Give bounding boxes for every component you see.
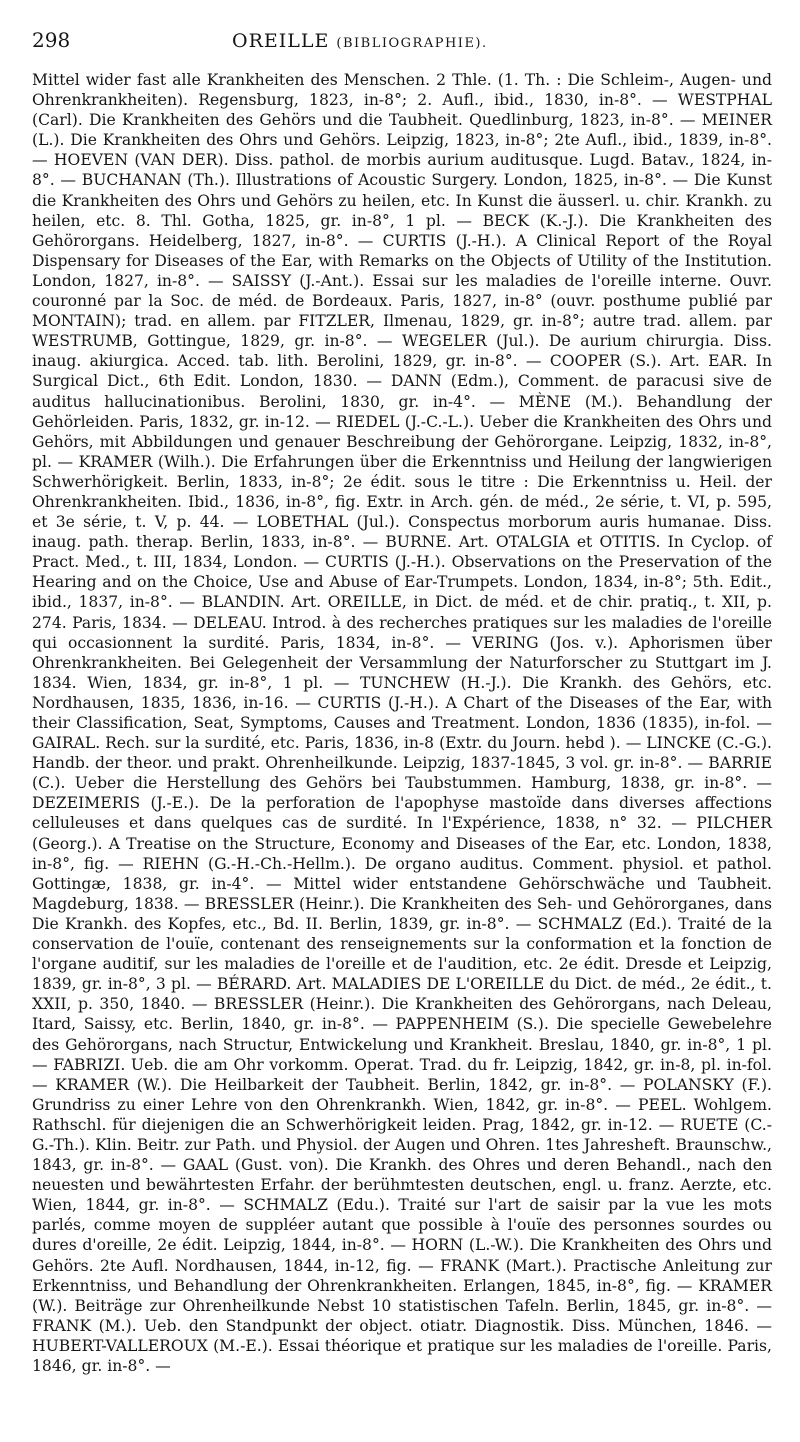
- bibliography-paragraph: Mittel wider fast alle Krankheiten des Menschen. 2 Thle. (1. Th. : Die Schleim-, Augen- und Ohrenkrankheiten). Regensburg, 1823, in-8°; 2. Aufl., ibid., 1830, in-8°. — WESTPHAL (Carl). Die Krankheiten des Gehörs und die Taubheit. Quedlinburg, 1823, in-8°. — MEINER (L.). Die Krankheiten des Ohrs und Gehörs. Leipzig, 1823, in-8°; 2te Aufl., ibid., 1839, in-8°. — HOEVEN (VAN DER). Diss. pathol. de morbis aurium auditusque. Lugd. Batav., 1824, in-8°. — BUCHANAN (Th.). Illustrations of Acoustic Surgery. London, 1825, in-8°. — Die Kunst die Krankheiten des Ohrs und Gehörs zu heilen, etc. In Kunst die äusserl. u. chir. Krankh. zu heilen, etc. 8. Thl. Gotha, 1825, gr. in-8°, 1 pl. — BECK (K.-J.). Die Krankheiten des Gehörorgans. Heidelberg, 1827, in-8°. — CURTIS (J.-H.). A Clinical Report of the Royal Dispensary for Diseases of the Ear, with Remarks on the Objects of Utility of the Institution. London, 1827, in-8°. — SAISSY (J.-Ant.). Essai sur les maladies de l'oreille interne. Ouvr. couronné par la Soc. de méd. de Bordeaux. Paris, 1827, in-8° (ouvr. posthume publié par MONTAIN); trad. en allem. par FITZLER, Ilmenau, 1829, gr. in-8°; autre trad. allem. par WESTRUMB, Gottingue, 1829, gr. in-8°. — WEGELER (Jul.). De aurium chirurgia. Diss. inaug. akiurgica. Acced. tab. lith. Berolini, 1829, gr. in-8°. — COOPER (S.). Art. EAR. In Surgical Dict., 6th Edit. London, 1830. — DANN (Edm.), Comment. de paracusi sive de auditus hallucinationibus. Berolini, 1830, gr. in-4°. — MÈNE (M.). Behandlung der Gehörleiden. Paris, 1832, gr. in-12. — RIEDEL (J.-C.-L.). Ueber die Krankheiten des Ohrs und Gehörs, mit Abbildungen und genauer Beschreibung der Gehörorgane. Leipzig, 1832, in-8°, pl. — KRAMER (Wilh.). Die Erfahrungen über die Erkenntniss und Heilung der langwierigen Schwerhörigkeit. Berlin, 1833, in-8°; 2e édit. sous le titre : Die Erkenntniss u. Heil. der Ohrenkrankheiten. Ibid., 1836, in-8°, fig. Extr. in Arch. gén. de méd., 2e série, t. VI, p. 595, et 3e série, t. V, p. 44. — LOBETHAL (Jul.). Conspectus morborum auris humanae. Diss. inaug. path. therap. Berlin, 1833, in-8°. — BURNE. Art. OTALGIA et OTITIS. In Cyclop. of Pract. Med., t. III, 1834, London. — CURTIS (J.-H.). Observations on the Preservation of the Hearing and on the Choice, Use and Abuse of Ear-Trumpets. London, 1834, in-8°; 5th. Edit., ibid., 1837, in-8°. — BLANDIN. Art. OREILLE, in Dict. de méd. et de chir. pratiq., t. XII, p. 274. Paris, 1834. — DELEAU. Introd. à des recherches pratiques sur les maladies de l'oreille qui occasionnent la surdité. Paris, 1834, in-8°. — VERING (Jos. v.). Aphorismen über Ohrenkrankheiten. Bei Gelegenheit der Versammlung der Naturforscher zu Stuttgart im J. 1834. Wien, 1834, gr. in-8°, 1 pl. — TUNCHEW (H.-J.). Die Krankh. des Gehörs, etc. Nordhausen, 1835, 1836, in-16. — CURTIS (J.-H.). A Chart of the Diseases of the Ear, with their Classification, Seat, Symptoms, Causes and Treatment. London, 1836 (1835), in-fol. — GAIRAL. Rech. sur la surdité, etc. Paris, 1836, in-8 (Extr. du Journ. hebd ). — LINCKE (C.-G.). Handb. der theor. und prakt. Ohrenheilkunde. Leipzig, 1837-1845, 3 vol. gr. in-8°. — BARRIE (C.). Ueber die Herstellung des Gehörs bei Taubstummen. Hamburg, 1838, gr. in-8°. — DEZEIMERIS (J.-E.). De la perforation de l'apophyse mastoïde dans diverses affections celluleuses et dans quelques cas de surdité. In l'Expérience, 1838, n° 32. — PILCHER (Georg.). A Treatise on the Structure, Economy and Diseases of the Ear, etc. London, 1838, in-8°, fig. — RIEHN (G.-H.-Ch.-Hellm.). De organo auditus. Comment. physiol. et pathol. Gottingæ, 1838, gr. in-4°. — Mittel wider entstandene Gehörschwäche und Taubheit. Magdeburg, 1838. — BRESSLER (Heinr.). Die Krankheiten des Seh- und Gehörorganes, dans Die Krankh. des Kopfes, etc., Bd. II. Berlin, 1839, gr. in-8°. — SCHMALZ (Ed.). Traité de la conservation de l'ouïe, contenant des renseignements sur la conformation et la fonction de l'organe auditif, sur les maladies de l'oreille et de l'audition, etc. 2e édit. Dresde et Leipzig, 1839, gr. in-8°, 3 pl. — BÉRARD. Art. MALADIES DE L'OREILLE du Dict. de méd., 2e édit., t. XXII, p. 350, 1840. — BRESSLER (Heinr.). Die Krankheiten des Gehörorgans, nach Deleau, Itard, Saissy, etc. Berlin, 1840, gr. in-8°. — PAPPENHEIM (S.). Die specielle Gewebelehre des Gehörorgans, nach Structur, Entwickelung und Krankheit. Breslau, 1840, gr. in-8°, 1 pl. — FABRIZI. Ueb. die am Ohr vorkomm. Operat. Trad. du fr. Leipzig, 1842, gr. in-8, pl. in-fol. — KRAMER (W.). Die Heilbarkeit der Taubheit. Berlin, 1842, gr. in-8°. — POLANSKY (F.). Grundriss zu einer Lehre von den Ohrenkrankh. Wien, 1842, gr. in-8°. — PEEL. Wohlgem. Rathschl. für diejenigen die an Schwerhörigkeit leiden. Prag, 1842, gr. in-12. — RUETE (C.-G.-Th.). Klin. Beitr. zur Path. und Physiol. der Augen und Ohren. 1tes Jahresheft. Braunschw., 1843, gr. in-8°. — GAAL (Gust. von). Die Krankh. des Ohres und deren Behandl., nach den neuesten und bewährtesten Erfahr. der berühmtesten deutschen, engl. u. franz. Aerzte, etc. Wien, 1844, gr. in-8°. — SCHMALZ (Edu.). Traité sur l'art de saisir par la vue les mots parlés, comme moyen de suppléer autant que possible à l'ouïe des personnes sourdes ou dures d'oreille, 2e édit. Leipzig, 1844, in-8°. — HORN (L.-W.). Die Krankheiten des Ohrs und Gehörs. 2te Aufl. Nordhausen, 1844, in-12, fig. — FRANK (Mart.). Practische Anleitung zur Erkenntniss, und Behandlung der Ohrenkrankheiten. Erlangen, 1845, in-8°, fig. — KRAMER (W.). Beiträge zur Ohrenheilkunde Nebst 10 statistischen Tafeln. Berlin, 1845, gr. in-8°. — FRANK (M.). Ueb. den Standpunkt der object. otiatr. Diagnostik. Diss. München, 1846. — HUBERT-VALLEROUX (M.-E.). Essai théorique et pratique sur les maladies de l'oreille. Paris, 1846, gr. in-8°. —: [32, 71, 772, 1375]
- document-page: [32, 28, 772, 1376]
- running-subtitle: (BIBLIOGRAPHIE).: [336, 36, 488, 51]
- page-header: [32, 28, 772, 62]
- page-number: 298: [32, 28, 71, 52]
- running-head: [232, 30, 488, 52]
- bibliography-text: [32, 70, 772, 1376]
- running-title: OREILLE: [232, 30, 330, 52]
